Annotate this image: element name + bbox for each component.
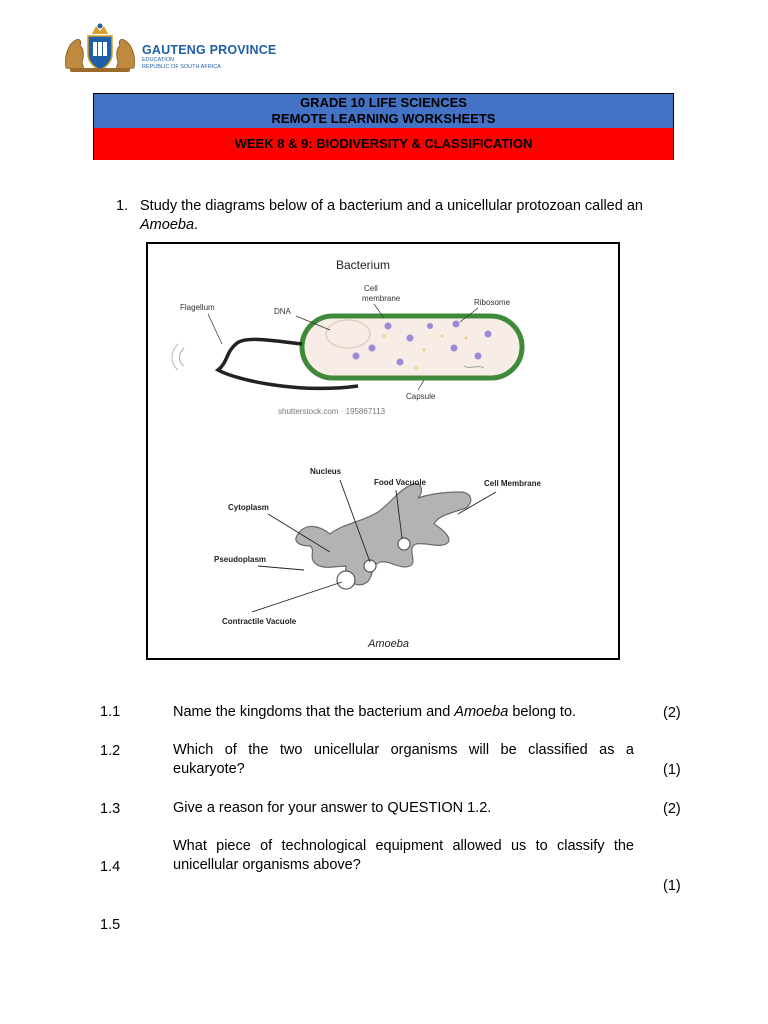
question-1-1-marks: (2) bbox=[663, 705, 681, 721]
bacterium-cell bbox=[302, 316, 522, 378]
cell-membrane-label-2: membrane bbox=[362, 294, 401, 303]
question-1-3-text: Give a reason for your answer to QUESTION 1.2. bbox=[173, 800, 492, 816]
contractile-vacuole-label: Contractile Vacuole bbox=[222, 617, 297, 626]
cytoplasm-label: Cytoplasm bbox=[228, 503, 269, 512]
cell-membrane-label-1: Cell bbox=[364, 284, 378, 293]
title-banner bbox=[93, 93, 674, 160]
org-dept: EDUCATION bbox=[142, 57, 174, 63]
grade-title: GRADE 10 LIFE SCIENCES bbox=[300, 95, 467, 110]
worksheet-title: REMOTE LEARNING WORKSHEETS bbox=[271, 111, 496, 126]
q11-text-a: Name the kingdoms that the bacterium and bbox=[173, 704, 455, 720]
question-1-5-number: 1.5 bbox=[100, 917, 121, 933]
intro-text-a: Study the diagrams below of a bacterium and a unicellular protozoan called an bbox=[140, 198, 643, 214]
org-country: REPUBLIC OF SOUTH AFRICA bbox=[142, 64, 221, 70]
week-topic-title: WEEK 8 & 9: BIODIVERSITY & CLASSIFICATION bbox=[94, 128, 673, 160]
question-1-3-marks: (2) bbox=[663, 801, 681, 817]
dna-label: DNA bbox=[274, 307, 291, 316]
food-vacuole-label: Food Vacuole bbox=[374, 478, 427, 487]
watermark: shutterstock.com · 195867113 bbox=[278, 407, 386, 416]
question-1-2-marks: (1) bbox=[663, 762, 681, 778]
nucleus-label: Nucleus bbox=[310, 467, 342, 476]
cell-diagrams bbox=[148, 244, 618, 658]
org-name: GAUTENG PROVINCE bbox=[142, 43, 277, 57]
food-vacuole bbox=[398, 538, 410, 550]
title-blue-band bbox=[94, 94, 673, 128]
question-number: 1. bbox=[116, 198, 129, 214]
intro-text-amoeba: Amoeba bbox=[140, 217, 195, 233]
contractile-vacuole bbox=[337, 571, 355, 589]
org-branding bbox=[142, 44, 276, 71]
question-1-4-number: 1.4 bbox=[100, 859, 121, 875]
cell-membrane-label: Cell Membrane bbox=[484, 479, 541, 488]
amoeba-body bbox=[296, 484, 471, 585]
question-1-4-text: What piece of technological equipment allowed us to classify the unicellular organisms above? bbox=[173, 838, 634, 873]
question-1-3-number: 1.3 bbox=[100, 801, 121, 817]
bacterium-title: Bacterium bbox=[336, 258, 391, 272]
flagellum-label: Flagellum bbox=[180, 303, 215, 312]
diagram-figure bbox=[146, 242, 620, 660]
capsule-label: Capsule bbox=[406, 392, 436, 401]
question-1-1-text bbox=[173, 703, 634, 722]
q11-text-c: belong to. bbox=[508, 704, 577, 720]
ribosome-label: Ribosome bbox=[474, 298, 511, 307]
amoeba-title: Amoeba bbox=[368, 638, 409, 650]
question-1-2-number: 1.2 bbox=[100, 743, 121, 759]
question-1-text bbox=[140, 197, 680, 235]
coat-of-arms-logo bbox=[60, 22, 140, 74]
pseudoplasm-label: Pseudoplasm bbox=[214, 555, 267, 564]
question-1-4-marks: (1) bbox=[663, 878, 681, 894]
question-1-1-number: 1.1 bbox=[100, 704, 121, 720]
q11-text-amoeba: Amoeba bbox=[454, 704, 509, 720]
intro-text-c: . bbox=[194, 217, 199, 233]
question-1-2-text: Which of the two unicellular organisms will be classified as a eukaryote? bbox=[173, 742, 634, 777]
